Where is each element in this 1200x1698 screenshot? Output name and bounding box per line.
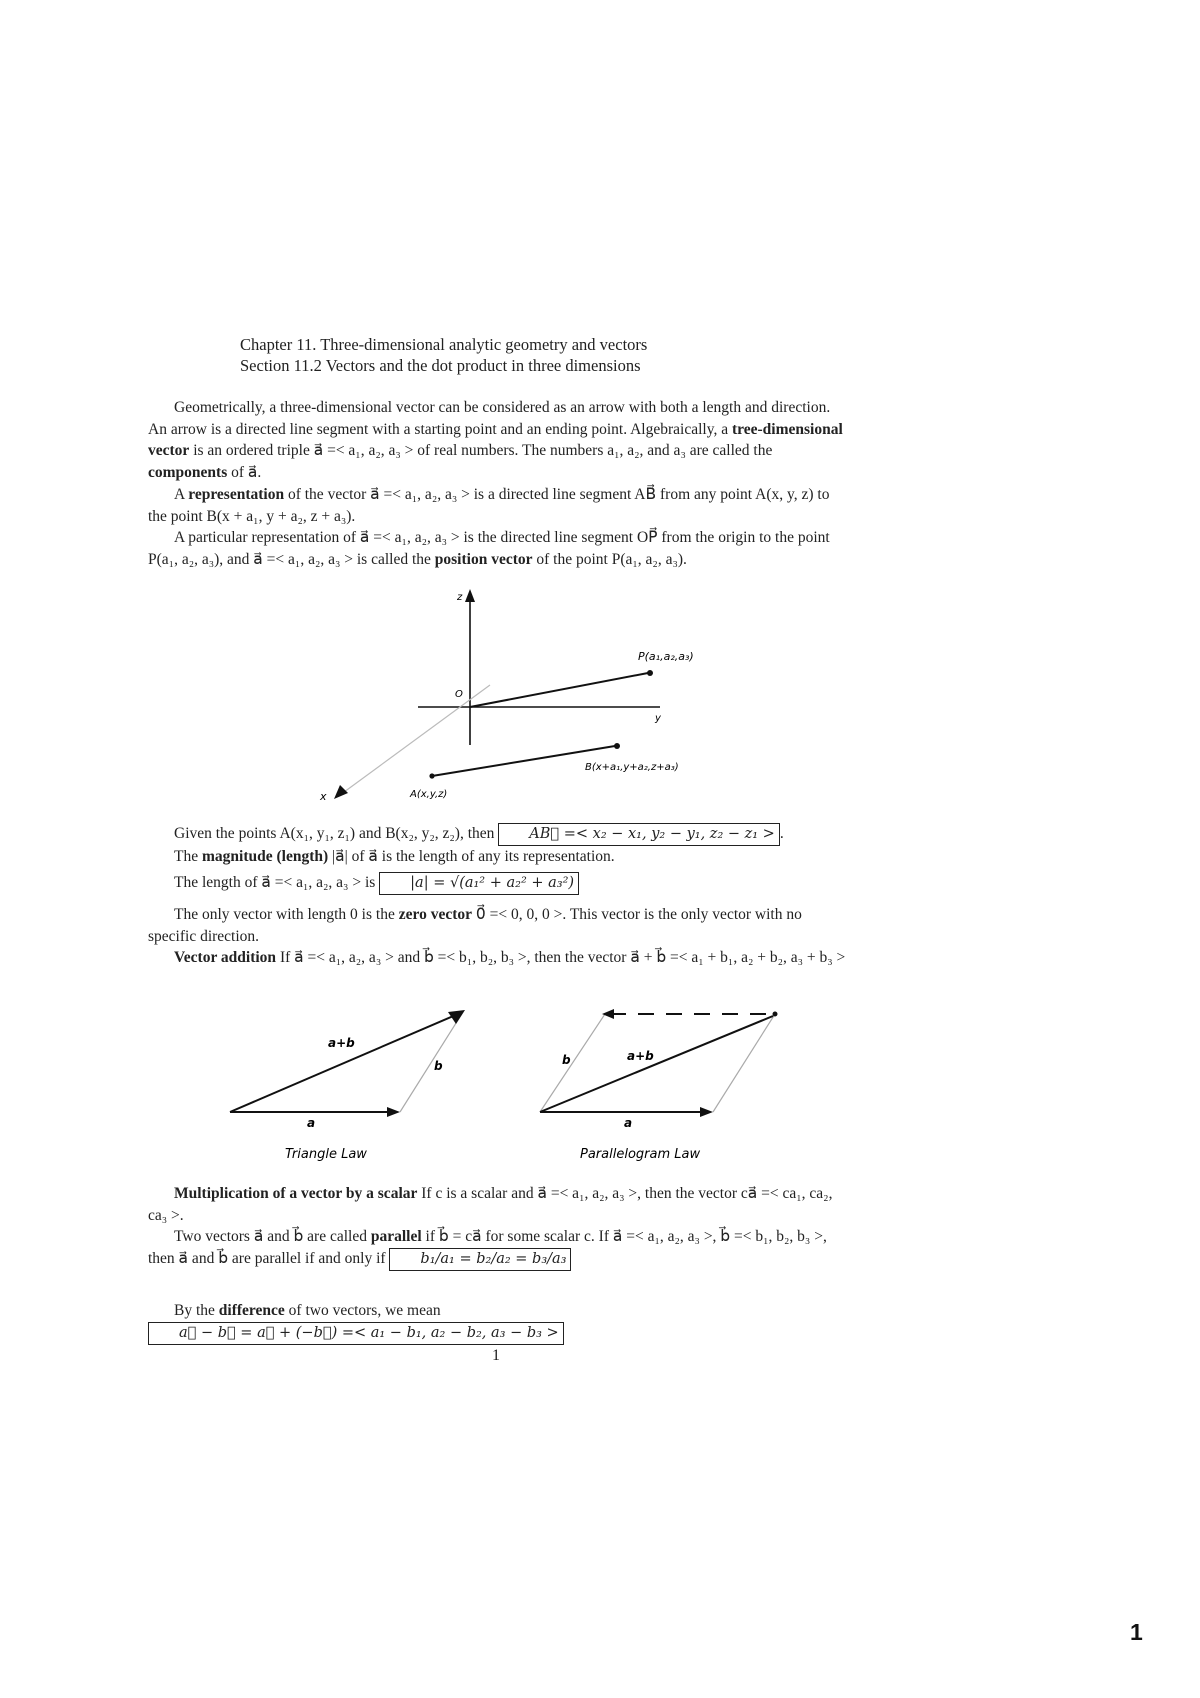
parallelogram-b-label: b (562, 1053, 571, 1067)
term-vector: tree-dimensional vector (148, 420, 843, 459)
parallelogram-a-arrowhead (700, 1107, 713, 1117)
para-text: . (779, 825, 784, 842)
triangle-b-label: b (434, 1059, 443, 1073)
triangle-a-label: a (307, 1116, 316, 1130)
para-text: Two vectors a⃗ and b⃗ are called (174, 1228, 367, 1245)
term-position-vector: position vector (434, 550, 533, 568)
paragraph-ab-components (148, 823, 848, 846)
parallelogram-sum-vector (540, 1016, 773, 1112)
parallel-condition-box: b₁/a₁ = b₂/a₂ = b₃/a₃ (389, 1248, 571, 1271)
term-components: components (148, 463, 228, 481)
parallelogram-b-vector (540, 1014, 605, 1112)
x-arrowhead (334, 785, 348, 799)
origin-label: O (455, 689, 463, 700)
length-formula-box: |a| = √(a₁² + a₂² + a₃²) (379, 872, 579, 895)
parallelogram-top-arrowhead (602, 1009, 614, 1019)
term-parallel: parallel (370, 1228, 422, 1245)
para-text: is an ordered triple a⃗ =< a₁, a₂, a₃ > of real numbers. The numbers a₁, a₂, and a₃ are called the (193, 442, 773, 459)
parallelogram-law-caption: Parallelogram Law (580, 1147, 701, 1162)
para-text: of two vectors, we mean (288, 1302, 441, 1319)
triangle-ab-label: a+b (328, 1036, 355, 1050)
a-label: A(x,y,z) (410, 789, 448, 800)
triangle-law-caption: Triangle Law (285, 1147, 367, 1162)
b-label: B(x+a₁,y+a₂,z+a₃) (585, 762, 679, 773)
paragraph-zero-vector (148, 904, 848, 947)
term-magnitude: magnitude (length) (201, 848, 329, 865)
para-text: A (174, 486, 185, 503)
triangle-b-vector (400, 1012, 463, 1112)
x-axis (340, 685, 490, 795)
para-text: Geometrically, a three-dimensional vector can be considered as an arrow with both a length and direction. An arrow is a directed line segment with a starting point and an ending point. Algebraically, a (148, 399, 831, 438)
paragraph-length (148, 872, 848, 895)
para-text: If a⃗ =< a₁, a₂, a₃ > and b⃗ =< b₁, b₂, b₃ >, then the vector a⃗ + b⃗ =< a₁ + b₁, a₂ + b₂, a₃ + b₃ > (279, 949, 846, 966)
paragraph-representation (148, 484, 848, 527)
para-text: |a⃗| of a⃗ is the length of any its representation. (332, 848, 615, 865)
z-label: z (457, 592, 463, 603)
paragraph-vector-addition (148, 947, 848, 969)
chapter-heading: Chapter 11. Three-dimensional analytic geometry and vectors (240, 335, 648, 354)
triangle-a-arrowhead (387, 1107, 400, 1117)
term-vector-addition: Vector addition (174, 949, 277, 966)
paragraph-position-vector (148, 527, 848, 570)
point-p (647, 670, 653, 676)
slide-number: 1 (1130, 1619, 1143, 1645)
term-zero-vector: zero vector (398, 906, 473, 923)
vector-addition-diagram (220, 1000, 800, 1170)
op-vector (470, 673, 648, 707)
paragraph-parallel (148, 1226, 848, 1271)
para-text: of the vector a⃗ =< a₁, a₂, a₃ > is a directed line segment AB⃗ from any point A(x, y, z) to the point B(x + a₁, y + a₂, z + a₃). (148, 486, 830, 525)
difference-formula-box: a⃗ − b⃗ = a⃗ + (−b⃗) =< a₁ − b₁, a₂ − b₂, a₃ − b₃ > (148, 1322, 564, 1345)
parallelogram-ab-label: a+b (627, 1049, 654, 1063)
ab-formula-box: AB⃗ =< x₂ − x₁, y₂ − y₁, z₂ − z₁ > (498, 823, 780, 846)
point-a (429, 773, 434, 778)
paragraph-magnitude (148, 846, 848, 868)
point-b (614, 743, 620, 749)
para-text: of the point P(a₁, a₂, a₃). (536, 550, 687, 568)
para-text: The only vector with length 0 is the (174, 906, 395, 923)
page-number: 1 (492, 1347, 500, 1364)
parallelogram-sum-endpoint (773, 1012, 778, 1017)
section-heading: Section 11.2 Vectors and the dot product in three dimensions (240, 356, 641, 375)
x-label: x (320, 790, 327, 803)
coordinate-diagram (300, 585, 720, 820)
para-text: By the (174, 1302, 215, 1319)
para-text: if b⃗ = ca⃗ for some scalar c. If a⃗ =< a₁, a₂, a₃ >, b⃗ =< b₁, b₂, b₃ >, then a⃗ and b⃗ are parallel if and only if (148, 1228, 827, 1267)
y-label: y (655, 713, 661, 724)
paragraph-scalar-multiplication (148, 1183, 848, 1226)
para-text: Given the points A(x₁, y₁, z₁) and B(x₂, y₂, z₂), then (174, 825, 495, 842)
term-representation: representation (188, 486, 285, 503)
para-text: If c is a scalar and a⃗ =< a₁, a₂, a₃ >, then the vector ca⃗ =< ca₁, ca₂, ca₃ >. (148, 1185, 833, 1224)
paragraph-difference (148, 1300, 848, 1345)
para-text: The (174, 848, 199, 865)
para-text: of a⃗. (231, 463, 262, 481)
page-title (240, 334, 800, 376)
paragraph-definition (148, 397, 848, 483)
z-arrowhead (465, 589, 475, 602)
triangle-sum-vector (230, 1014, 458, 1112)
term-scalar-multiplication: Multiplication of a vector by a scalar (174, 1185, 418, 1202)
p-label: P(a₁,a₂,a₃) (638, 650, 694, 663)
para-text: A particular representation of a⃗ =< a₁, a₂, a₃ > is the directed line segment OP⃗ from the origin to the point P(a₁, a₂, a₃), and a⃗ =< a₁, a₂, a₃ > is called the (148, 529, 830, 568)
para-text: The length of a⃗ =< a₁, a₂, a₃ > is (174, 874, 376, 891)
parallelogram-a-label: a (624, 1116, 633, 1130)
para-text: 0⃗ =< 0, 0, 0 >. This vector is the only vector with no specific direction. (148, 906, 802, 945)
term-difference: difference (218, 1302, 285, 1319)
